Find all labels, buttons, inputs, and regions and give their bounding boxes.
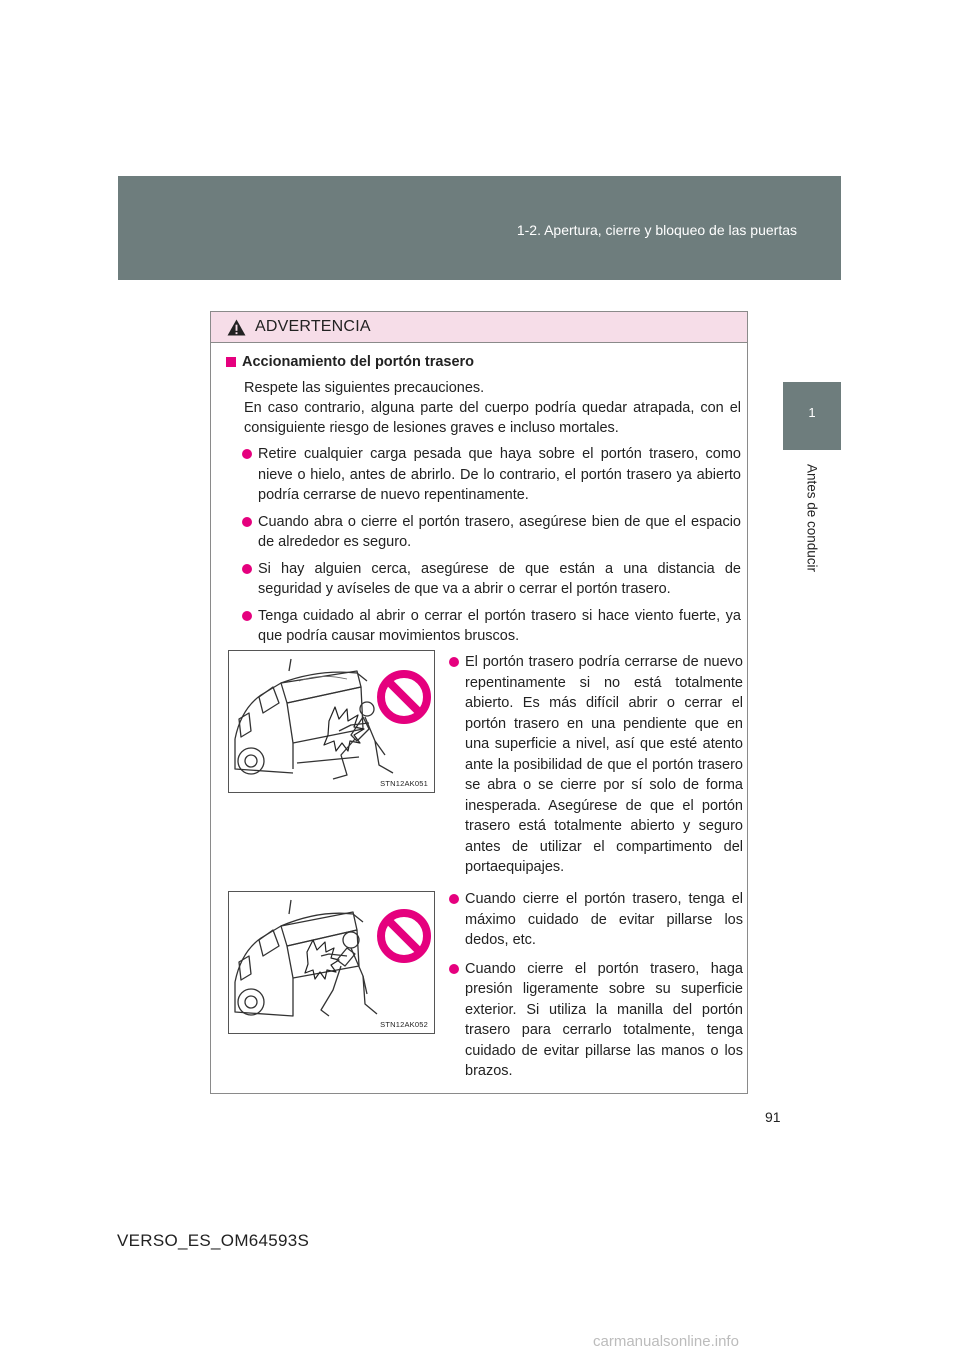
bullet-text: Cuando abra o cierre el portón trasero, asegúrese bien de que el espacio de alrededor es seguro. — [258, 513, 741, 550]
intro-line: Respete las siguientes precauciones. — [244, 380, 485, 396]
chapter-label: Antes de conducir — [804, 463, 820, 573]
prohibition-icon — [381, 674, 427, 720]
bullet-text: El portón trasero podría cerrarse de nuevo repentinamente si no está totalmente abierto. Es más difícil abrir o cerrar el portón trasero en una pendiente que en una superficie a nivel, así que esté atento ante la posibilidad de que el portón trasero se abra o se cierre por sí solo de forma inesperada. Asegúrese de que el portón trasero está totalmente abierto y seguro antes de utilizar el compartimento del portaequipajes. — [465, 654, 743, 875]
illustration-tailgate-closing — [228, 650, 435, 793]
bullet-item — [433, 652, 743, 878]
figure1-text — [433, 652, 743, 886]
bullet-dot-icon — [242, 449, 252, 459]
bullet-item — [226, 559, 741, 600]
section-title: 1-2. Apertura, cierre y bloqueo de las puertas — [516, 222, 797, 238]
illustration-tailgate-fingers — [228, 891, 435, 1034]
watermark: carmanualsonline.info — [593, 1333, 739, 1350]
prohibition-icon — [381, 913, 427, 959]
bullet-dot-icon — [449, 964, 459, 974]
bullet-text: Retire cualquier carga pesada que haya sobre el portón trasero, como nieve o hielo, antes de abrirlo. De lo contrario, el portón trasero ya abierto podría cerrarse de nuevo repentinamente. — [258, 446, 741, 503]
bullet-item — [433, 959, 743, 1082]
figure-code: STN12AK052 — [380, 1020, 428, 1029]
warning-title: ADVERTENCIA — [255, 318, 371, 335]
bullet-dot-icon — [242, 517, 252, 527]
bullet-text: Cuando cierre el portón trasero, haga presión ligeramente sobre su superficie exterior. Si utiliza la manilla del portón trasero para cerrarlo totalmente, tenga cuidado de evitar pillarse las manos o los brazos. — [465, 960, 743, 1079]
chapter-tab — [783, 382, 841, 450]
intro-text: En caso contrario, alguna parte del cuerpo podría quedar atrapada, con el consiguiente riesgo de lesiones graves e incluso mortales. — [244, 400, 741, 436]
page-number: 91 — [765, 1109, 781, 1125]
figure2-text — [433, 889, 743, 1090]
bullet-item — [226, 512, 741, 553]
car-tailgate-illustration — [229, 651, 434, 792]
car-tailgate-illustration — [229, 892, 434, 1033]
warning-heading — [226, 354, 741, 370]
bullet-item — [226, 606, 741, 647]
bullet-dot-icon — [449, 657, 459, 667]
bullet-text: Si hay alguien cerca, asegúrese de que están a una distancia de seguridad y avíseles de que va a abrir o cerrar el portón trasero. — [258, 560, 741, 597]
bullet-item — [226, 444, 741, 506]
figure-code: STN12AK051 — [380, 779, 428, 788]
bullet-dot-icon — [449, 894, 459, 904]
bullet-dot-icon — [242, 564, 252, 574]
warning-heading-text: Accionamiento del portón trasero — [242, 354, 475, 370]
chapter-number: 1 — [808, 405, 816, 420]
warning-body — [211, 343, 747, 647]
warning-triangle-icon — [227, 319, 246, 336]
warning-box — [210, 311, 748, 1094]
warning-header — [211, 312, 747, 343]
square-bullet-icon — [226, 357, 236, 367]
bullet-text: Tenga cuidado al abrir o cerrar el portón trasero si hace viento fuerte, ya que podría causar movimientos bruscos. — [258, 607, 741, 644]
document-id: VERSO_ES_OM64593S — [117, 1231, 310, 1250]
header-band — [118, 176, 841, 280]
bullet-dot-icon — [242, 611, 252, 621]
bullet-text: Cuando cierre el portón trasero, tenga el máximo cuidado de evitar pillarse los dedos, etc. — [465, 891, 743, 948]
bullet-item — [433, 889, 743, 951]
